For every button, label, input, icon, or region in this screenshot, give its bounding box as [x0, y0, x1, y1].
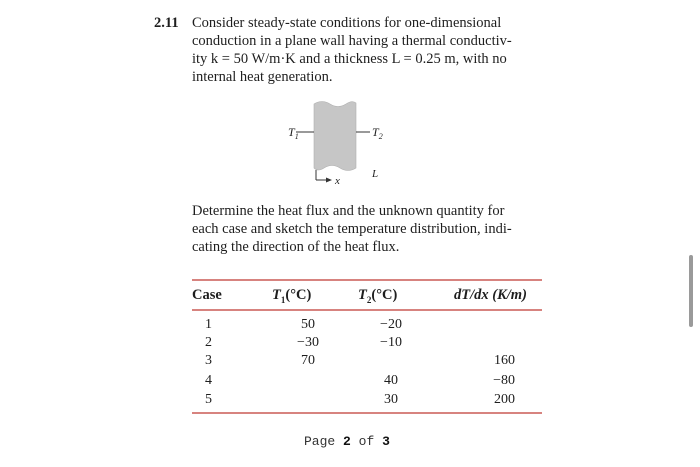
row4-dtdx: −80: [493, 373, 515, 388]
t2-label: $T_2$: [372, 125, 383, 141]
table-top-rule: [192, 279, 542, 281]
problem-line: conduction in a plane wall having a thermal conductiv-: [192, 33, 512, 49]
problem-line: Consider steady-state conditions for one-dimensional: [192, 15, 502, 31]
header-dtdx: dT/dx (K/m): [454, 287, 527, 303]
header-t2: $T_2(^\circ C)$: [358, 287, 398, 305]
problem-text: [192, 14, 552, 86]
row5-t2: 30: [384, 392, 398, 407]
header-t1: $T_1(^\circ C)$: [272, 287, 312, 305]
row3-t1: 70: [301, 353, 315, 368]
table-header-rule: [192, 309, 542, 311]
t1-label: $T_1$: [288, 125, 299, 141]
x-axis-arrowhead: [326, 178, 332, 183]
row4-case: 4: [205, 373, 212, 388]
header-case: Case: [192, 287, 222, 303]
description-line: cating the direction of the heat flux.: [192, 239, 400, 255]
l-label: L: [372, 168, 379, 180]
description-line: Determine the heat flux and the unknown quantity for: [192, 203, 505, 219]
wall-slab: [314, 102, 356, 171]
problem-line: ity k = 50 W/m·K and a thickness L = 0.25 m, with no: [192, 51, 507, 67]
page-indicator: Page 2 of 3: [304, 434, 390, 449]
row5-case: 5: [205, 392, 212, 407]
plane-wall-diagram: [280, 96, 420, 196]
row5-dtdx: 200: [494, 392, 515, 407]
problem-line: internal heat generation.: [192, 69, 333, 85]
table-bottom-rule: [192, 412, 542, 414]
task-description: [192, 202, 552, 256]
x-label: x: [335, 175, 340, 187]
row3-dtdx: 160: [494, 353, 515, 368]
row4-t2: 40: [384, 373, 398, 388]
row1-t2: −20: [380, 317, 402, 332]
row3-case: 3: [205, 353, 212, 368]
problem-number: 2.11: [154, 15, 179, 31]
row1-case: 1: [205, 317, 212, 332]
row1-t1: 50: [301, 317, 315, 332]
row2-t2: −10: [380, 335, 402, 350]
description-line: each case and sketch the temperature distribution, indi-: [192, 221, 512, 237]
row2-case: 2: [205, 335, 212, 350]
vertical-scrollbar[interactable]: [689, 255, 693, 327]
row2-t1: −30: [297, 335, 319, 350]
